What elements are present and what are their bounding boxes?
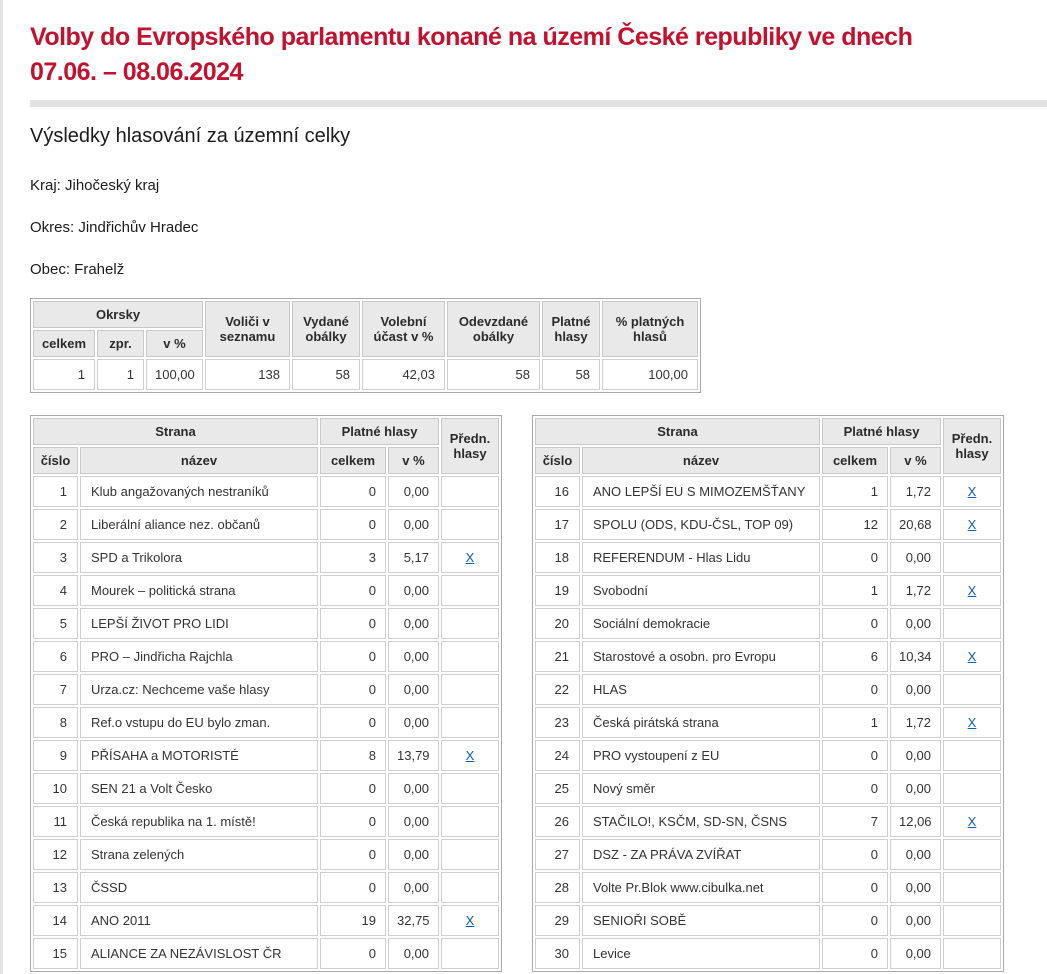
pref-votes-link[interactable]: X bbox=[465, 550, 475, 565]
pref-votes-cell bbox=[441, 608, 499, 639]
region-obec: Obec: Frahelž bbox=[30, 261, 125, 278]
party-row bbox=[33, 707, 499, 738]
party-table-right bbox=[532, 415, 1004, 972]
pref-votes-cell bbox=[943, 641, 1001, 672]
party-number-cell: 5 bbox=[33, 608, 78, 639]
party-name-cell: Levice bbox=[582, 938, 820, 969]
header-v-pct: v % bbox=[388, 447, 439, 474]
party-votes-cell: 12 bbox=[822, 509, 888, 540]
pref-votes-cell bbox=[441, 806, 499, 837]
vydane-obalky-value: 58 bbox=[292, 359, 360, 390]
party-pct-cell: 0,00 bbox=[388, 872, 439, 903]
party-pct-cell: 0,00 bbox=[890, 938, 941, 969]
party-row bbox=[33, 872, 499, 903]
party-pct-cell: 0,00 bbox=[890, 674, 941, 705]
header-platne-hlasy: Platné hlasy bbox=[822, 418, 941, 445]
header-okrsky-celkem: celkem bbox=[33, 330, 95, 357]
party-pct-cell: 0,00 bbox=[388, 509, 439, 540]
region-kraj: Kraj: Jihočeský kraj bbox=[30, 177, 160, 194]
header-strana: Strana bbox=[535, 418, 820, 445]
party-pct-cell: 0,00 bbox=[890, 773, 941, 804]
okrsky-celkem-value: 1 bbox=[33, 359, 95, 390]
pref-votes-cell bbox=[943, 905, 1001, 936]
party-votes-cell: 0 bbox=[320, 575, 386, 606]
party-number-cell: 20 bbox=[535, 608, 580, 639]
pref-votes-cell bbox=[943, 773, 1001, 804]
party-number-cell: 3 bbox=[33, 542, 78, 573]
party-name-cell: Česká pirátská strana bbox=[582, 707, 820, 738]
party-votes-cell: 0 bbox=[320, 641, 386, 672]
pref-votes-cell bbox=[441, 476, 499, 507]
party-number-cell: 30 bbox=[535, 938, 580, 969]
pref-votes-cell bbox=[943, 740, 1001, 771]
party-number-cell: 11 bbox=[33, 806, 78, 837]
party-pct-cell: 0,00 bbox=[388, 608, 439, 639]
pref-votes-link[interactable]: X bbox=[967, 649, 977, 664]
party-number-cell: 29 bbox=[535, 905, 580, 936]
header-cislo: číslo bbox=[535, 447, 580, 474]
platne-hlasy-value: 58 bbox=[542, 359, 600, 390]
party-number-cell: 9 bbox=[33, 740, 78, 771]
pref-votes-cell bbox=[943, 674, 1001, 705]
header-strana: Strana bbox=[33, 418, 318, 445]
party-pct-cell: 0,00 bbox=[388, 674, 439, 705]
region-okres: Okres: Jindřichův Hradec bbox=[30, 219, 199, 236]
party-votes-cell: 1 bbox=[822, 476, 888, 507]
party-votes-cell: 3 bbox=[320, 542, 386, 573]
party-name-cell: Volte Pr.Blok www.cibulka.net bbox=[582, 872, 820, 903]
header-volebni-ucast: Volební účast v % bbox=[362, 301, 445, 357]
party-votes-cell: 0 bbox=[320, 839, 386, 870]
party-pct-cell: 0,00 bbox=[388, 476, 439, 507]
party-name-cell: ANO 2011 bbox=[80, 905, 318, 936]
party-name-cell: PŘÍSAHA a MOTORISTÉ bbox=[80, 740, 318, 771]
party-pct-cell: 0,00 bbox=[388, 839, 439, 870]
party-pct-cell: 13,79 bbox=[388, 740, 439, 771]
okrsky-zpr-value: 1 bbox=[97, 359, 144, 390]
party-votes-cell: 0 bbox=[822, 608, 888, 639]
party-number-cell: 16 bbox=[535, 476, 580, 507]
header-volici-v-seznamu: Voliči v seznamu bbox=[205, 301, 290, 357]
party-number-cell: 19 bbox=[535, 575, 580, 606]
party-votes-cell: 19 bbox=[320, 905, 386, 936]
pref-votes-cell bbox=[943, 872, 1001, 903]
pref-votes-cell bbox=[943, 575, 1001, 606]
party-name-cell: Strana zelených bbox=[80, 839, 318, 870]
party-row bbox=[33, 806, 499, 837]
party-votes-cell: 0 bbox=[320, 509, 386, 540]
party-row bbox=[535, 641, 1001, 672]
party-pct-cell: 0,00 bbox=[890, 905, 941, 936]
party-pct-cell: 1,72 bbox=[890, 575, 941, 606]
party-number-cell: 22 bbox=[535, 674, 580, 705]
party-votes-cell: 0 bbox=[320, 773, 386, 804]
party-votes-cell: 0 bbox=[320, 872, 386, 903]
header-platne-hlasy: Platné hlasy bbox=[542, 301, 600, 357]
okrsky-pct-value: 100,00 bbox=[146, 359, 203, 390]
party-votes-cell: 0 bbox=[320, 674, 386, 705]
party-name-cell: STAČILO!, KSČM, SD-SN, ČSNS bbox=[582, 806, 820, 837]
party-pct-cell: 32,75 bbox=[388, 905, 439, 936]
party-number-cell: 14 bbox=[33, 905, 78, 936]
header-nazev: název bbox=[582, 447, 820, 474]
party-pct-cell: 0,00 bbox=[890, 839, 941, 870]
party-row bbox=[535, 806, 1001, 837]
party-number-cell: 27 bbox=[535, 839, 580, 870]
pref-votes-cell bbox=[943, 608, 1001, 639]
party-number-cell: 1 bbox=[33, 476, 78, 507]
party-row bbox=[33, 476, 499, 507]
party-row bbox=[535, 938, 1001, 969]
header-pct-platnych-hlasu: % platných hlasů bbox=[602, 301, 698, 357]
party-name-cell: PRO vystoupení z EU bbox=[582, 740, 820, 771]
party-name-cell: SEN 21 a Volt Česko bbox=[80, 773, 318, 804]
party-row bbox=[33, 905, 499, 936]
party-pct-cell: 5,17 bbox=[388, 542, 439, 573]
pref-votes-link[interactable]: X bbox=[967, 583, 977, 598]
party-number-cell: 7 bbox=[33, 674, 78, 705]
party-pct-cell: 1,72 bbox=[890, 476, 941, 507]
party-votes-cell: 0 bbox=[822, 740, 888, 771]
party-name-cell: ČSSD bbox=[80, 872, 318, 903]
party-votes-cell: 0 bbox=[320, 806, 386, 837]
party-number-cell: 10 bbox=[33, 773, 78, 804]
party-number-cell: 12 bbox=[33, 839, 78, 870]
page-title-line1: Volby do Evropského parlamentu konané na území České republiky ve dnech bbox=[30, 23, 913, 51]
party-row bbox=[535, 509, 1001, 540]
party-pct-cell: 0,00 bbox=[388, 707, 439, 738]
party-row bbox=[33, 773, 499, 804]
party-row bbox=[535, 872, 1001, 903]
party-row bbox=[33, 575, 499, 606]
party-name-cell: Urza.cz: Nechceme vaše hlasy bbox=[80, 674, 318, 705]
party-results bbox=[30, 415, 1047, 972]
party-name-cell: DSZ - ZA PRÁVA ZVÍŘAT bbox=[582, 839, 820, 870]
pref-votes-cell bbox=[441, 773, 499, 804]
party-number-cell: 8 bbox=[33, 707, 78, 738]
party-number-cell: 25 bbox=[535, 773, 580, 804]
party-name-cell: SPOLU (ODS, KDU-ČSL, TOP 09) bbox=[582, 509, 820, 540]
pref-votes-cell bbox=[441, 872, 499, 903]
party-name-cell: Mourek – politická strana bbox=[80, 575, 318, 606]
pref-votes-cell bbox=[441, 641, 499, 672]
party-row bbox=[535, 707, 1001, 738]
turnout-summary-table bbox=[30, 298, 701, 393]
header-okrsky-zpr: zpr. bbox=[97, 330, 144, 357]
party-pct-cell: 0,00 bbox=[388, 641, 439, 672]
party-row bbox=[535, 674, 1001, 705]
party-row bbox=[33, 542, 499, 573]
pref-votes-cell bbox=[943, 806, 1001, 837]
party-row bbox=[33, 608, 499, 639]
header-cislo: číslo bbox=[33, 447, 78, 474]
party-row bbox=[535, 476, 1001, 507]
header-nazev: název bbox=[80, 447, 318, 474]
title-divider bbox=[30, 100, 1047, 107]
header-okrsky: Okrsky bbox=[33, 301, 203, 328]
pref-votes-link[interactable]: X bbox=[967, 484, 977, 499]
party-votes-cell: 0 bbox=[320, 608, 386, 639]
party-pct-cell: 0,00 bbox=[388, 806, 439, 837]
party-number-cell: 26 bbox=[535, 806, 580, 837]
pref-votes-link[interactable]: X bbox=[465, 913, 475, 928]
party-row bbox=[535, 839, 1001, 870]
party-pct-cell: 0,00 bbox=[890, 872, 941, 903]
header-predn-hlasy: Předn. hlasy bbox=[943, 418, 1001, 474]
party-votes-cell: 1 bbox=[822, 575, 888, 606]
party-pct-cell: 10,34 bbox=[890, 641, 941, 672]
header-platne-hlasy: Platné hlasy bbox=[320, 418, 439, 445]
volebni-ucast-value: 42,03 bbox=[362, 359, 445, 390]
pref-votes-link[interactable]: X bbox=[967, 715, 977, 730]
pref-votes-cell bbox=[943, 542, 1001, 573]
party-row bbox=[535, 740, 1001, 771]
party-votes-cell: 0 bbox=[822, 839, 888, 870]
pref-votes-cell bbox=[441, 542, 499, 573]
party-pct-cell: 0,00 bbox=[388, 773, 439, 804]
party-name-cell: PRO – Jindřicha Rajchla bbox=[80, 641, 318, 672]
party-row bbox=[33, 674, 499, 705]
party-name-cell: LEPŠÍ ŽIVOT PRO LIDI bbox=[80, 608, 318, 639]
pref-votes-link[interactable]: X bbox=[967, 517, 977, 532]
party-votes-cell: 0 bbox=[320, 707, 386, 738]
party-votes-cell: 0 bbox=[822, 773, 888, 804]
pct-platnych-hlasu-value: 100,00 bbox=[602, 359, 698, 390]
party-number-cell: 23 bbox=[535, 707, 580, 738]
party-name-cell: Nový směr bbox=[582, 773, 820, 804]
header-okrsky-v-pct: v % bbox=[146, 330, 203, 357]
header-odevzdane-obalky: Odevzdané obálky bbox=[447, 301, 540, 357]
party-name-cell: ALIANCE ZA NEZÁVISLOST ČR bbox=[80, 938, 318, 969]
party-pct-cell: 20,68 bbox=[890, 509, 941, 540]
party-number-cell: 15 bbox=[33, 938, 78, 969]
party-name-cell: Česká republika na 1. místě! bbox=[80, 806, 318, 837]
party-pct-cell: 0,00 bbox=[388, 938, 439, 969]
party-number-cell: 6 bbox=[33, 641, 78, 672]
party-votes-cell: 8 bbox=[320, 740, 386, 771]
party-name-cell: HLAS bbox=[582, 674, 820, 705]
party-row bbox=[33, 641, 499, 672]
party-pct-cell: 12,06 bbox=[890, 806, 941, 837]
section-heading: Výsledky hlasování za územní celky bbox=[30, 125, 351, 147]
party-votes-cell: 0 bbox=[320, 938, 386, 969]
party-number-cell: 28 bbox=[535, 872, 580, 903]
party-pct-cell: 1,72 bbox=[890, 707, 941, 738]
party-row bbox=[535, 542, 1001, 573]
party-name-cell: REFERENDUM - Hlas Lidu bbox=[582, 542, 820, 573]
header-predn-hlasy: Předn. hlasy bbox=[441, 418, 499, 474]
pref-votes-cell bbox=[943, 509, 1001, 540]
pref-votes-cell bbox=[441, 905, 499, 936]
party-name-cell: ANO LEPŠÍ EU S MIMOZEMŠŤANY bbox=[582, 476, 820, 507]
pref-votes-cell bbox=[441, 509, 499, 540]
header-vydane-obalky: Vydané obálky bbox=[292, 301, 360, 357]
odevzdane-obalky-value: 58 bbox=[447, 359, 540, 390]
party-name-cell: Sociální demokracie bbox=[582, 608, 820, 639]
header-celkem: celkem bbox=[320, 447, 386, 474]
pref-votes-cell bbox=[943, 839, 1001, 870]
party-name-cell: Liberální aliance nez. občanů bbox=[80, 509, 318, 540]
party-votes-cell: 0 bbox=[822, 674, 888, 705]
party-number-cell: 13 bbox=[33, 872, 78, 903]
party-votes-cell: 0 bbox=[822, 542, 888, 573]
party-row bbox=[33, 839, 499, 870]
page-left-edge bbox=[0, 0, 3, 974]
party-name-cell: Ref.o vstupu do EU bylo zman. bbox=[80, 707, 318, 738]
party-name-cell: Klub angažovaných nestraníků bbox=[80, 476, 318, 507]
party-votes-cell: 0 bbox=[320, 476, 386, 507]
party-name-cell: SPD a Trikolora bbox=[80, 542, 318, 573]
party-votes-cell: 1 bbox=[822, 707, 888, 738]
pref-votes-cell bbox=[943, 938, 1001, 969]
party-row bbox=[33, 938, 499, 969]
party-pct-cell: 0,00 bbox=[890, 542, 941, 573]
party-table-left bbox=[30, 415, 502, 972]
party-votes-cell: 7 bbox=[822, 806, 888, 837]
party-number-cell: 24 bbox=[535, 740, 580, 771]
party-row bbox=[33, 509, 499, 540]
volici-v-seznamu-value: 138 bbox=[205, 359, 290, 390]
party-row bbox=[33, 740, 499, 771]
party-number-cell: 4 bbox=[33, 575, 78, 606]
party-name-cell: SENIOŘI SOBĚ bbox=[582, 905, 820, 936]
party-row bbox=[535, 905, 1001, 936]
party-pct-cell: 0,00 bbox=[890, 740, 941, 771]
party-number-cell: 18 bbox=[535, 542, 580, 573]
party-number-cell: 17 bbox=[535, 509, 580, 540]
party-pct-cell: 0,00 bbox=[388, 575, 439, 606]
party-row bbox=[535, 608, 1001, 639]
party-votes-cell: 6 bbox=[822, 641, 888, 672]
party-votes-cell: 0 bbox=[822, 905, 888, 936]
pref-votes-link[interactable]: X bbox=[967, 814, 977, 829]
pref-votes-cell bbox=[943, 707, 1001, 738]
party-pct-cell: 0,00 bbox=[890, 608, 941, 639]
page-title bbox=[30, 0, 1030, 90]
turnout-summary-row bbox=[33, 359, 698, 390]
header-celkem: celkem bbox=[822, 447, 888, 474]
pref-votes-cell bbox=[441, 740, 499, 771]
pref-votes-cell bbox=[943, 476, 1001, 507]
pref-votes-cell bbox=[441, 839, 499, 870]
pref-votes-cell bbox=[441, 575, 499, 606]
header-v-pct: v % bbox=[890, 447, 941, 474]
party-number-cell: 21 bbox=[535, 641, 580, 672]
pref-votes-cell bbox=[441, 938, 499, 969]
pref-votes-link[interactable]: X bbox=[465, 748, 475, 763]
party-row bbox=[535, 575, 1001, 606]
party-votes-cell: 0 bbox=[822, 938, 888, 969]
party-name-cell: Starostové a osobn. pro Evropu bbox=[582, 641, 820, 672]
party-number-cell: 2 bbox=[33, 509, 78, 540]
pref-votes-cell bbox=[441, 674, 499, 705]
page-title-line2: 07.06. – 08.06.2024 bbox=[30, 58, 243, 86]
party-row bbox=[535, 773, 1001, 804]
party-votes-cell: 0 bbox=[822, 872, 888, 903]
pref-votes-cell bbox=[441, 707, 499, 738]
party-name-cell: Svobodní bbox=[582, 575, 820, 606]
